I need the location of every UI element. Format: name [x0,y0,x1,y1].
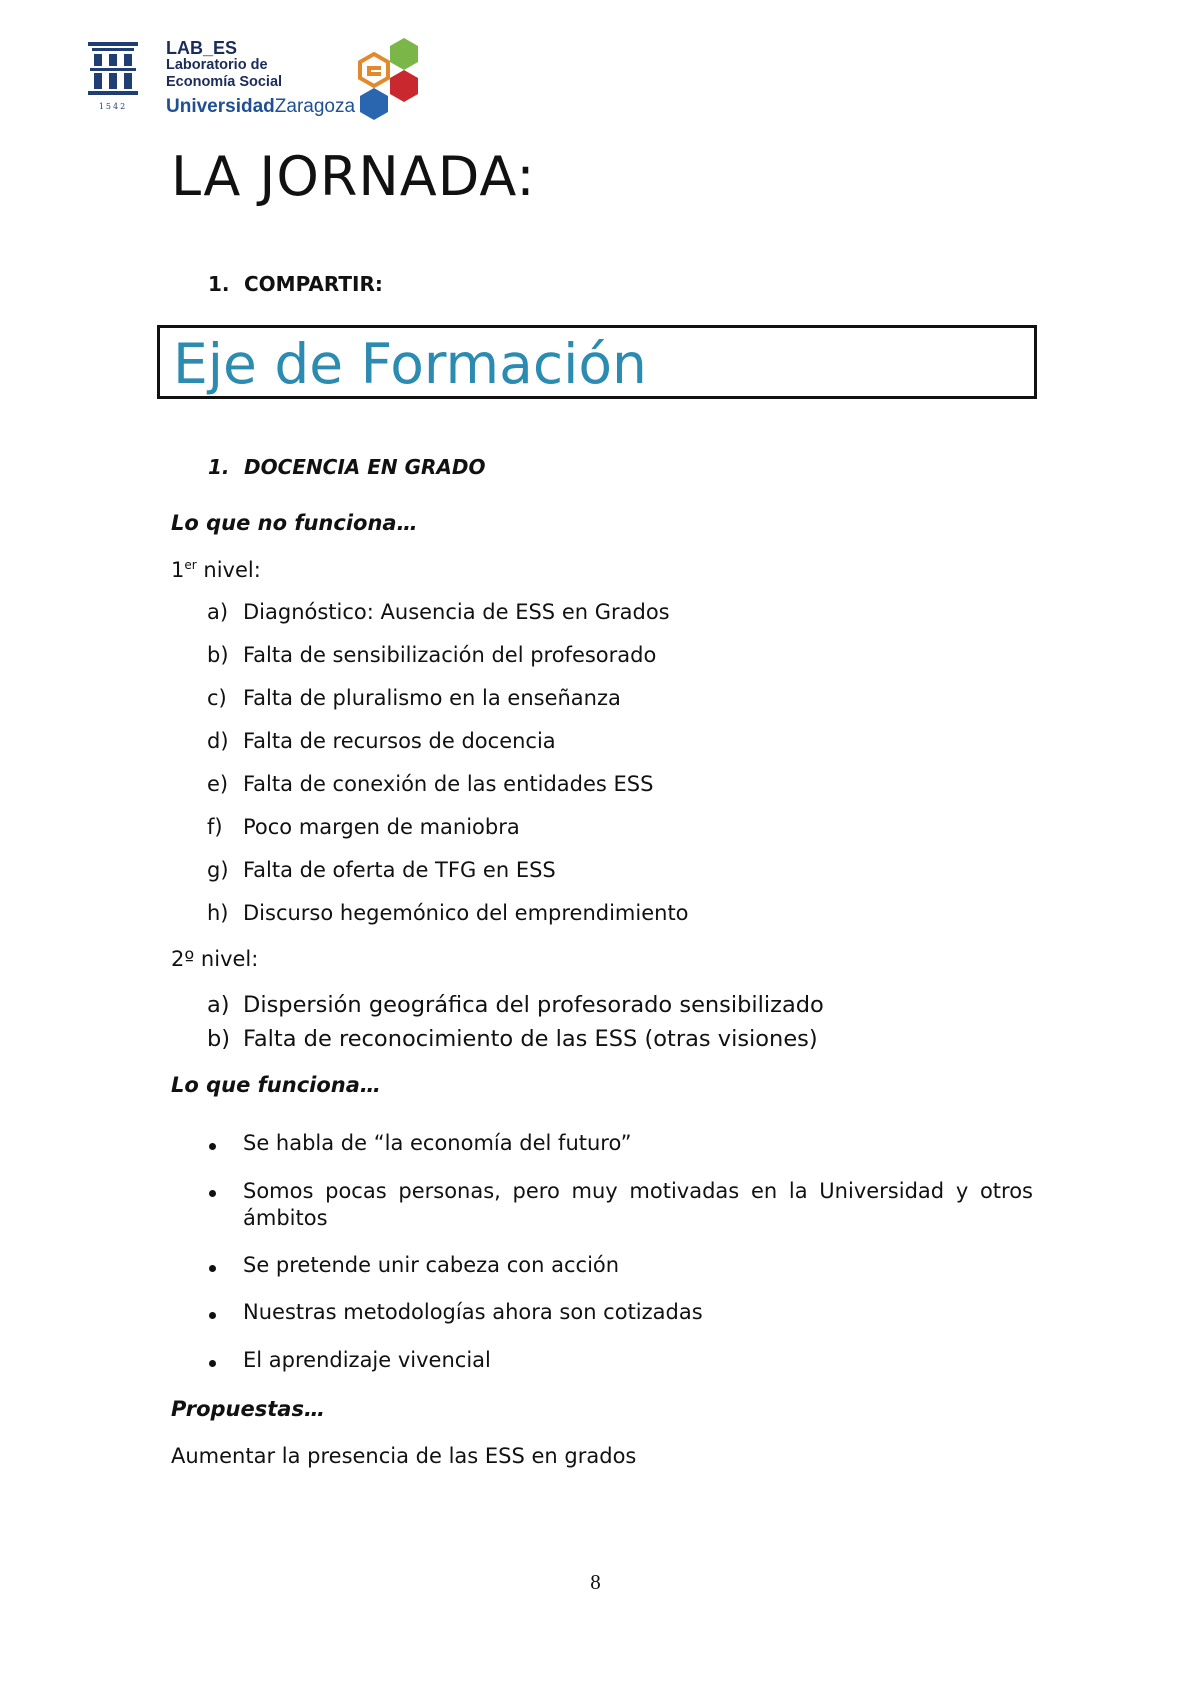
list-text: Poco margen de maniobra [243,815,520,839]
level2-label: 2º nivel: [171,947,259,971]
working-heading: Lo que funciona… [171,1073,381,1097]
bullet-icon [209,1143,216,1150]
list-marker: d) [207,729,229,753]
list-text: Falta de oferta de TFG en ESS [243,858,556,882]
bullet-text: Nuestras metodologías ahora son cotizadas [243,1300,703,1324]
list-item [207,772,653,796]
list-text: Diagnóstico: Ausencia de ESS en Grados [243,600,670,624]
list-item [207,686,621,710]
list-item [207,600,670,624]
bullet-text: Se habla de “la economía del futuro” [243,1131,632,1155]
hexagon-logo-icon [356,36,426,122]
list-item [207,992,824,1018]
header-logos [86,36,446,124]
list-text: Discurso hegemónico del emprendimiento [243,901,689,925]
list-marker: b) [207,643,229,667]
level1-sup: er [184,558,197,572]
list-marker: a) [207,992,230,1018]
university-name [166,96,355,118]
list-item [207,729,556,753]
list-text: Falta de sensibilización del profesorado [243,643,657,667]
list-item [207,901,689,925]
level1-suffix: nivel: [196,558,261,582]
bullet-text: El aprendizaje vivencial [243,1348,491,1372]
proposals-heading: Propuestas… [171,1397,325,1421]
crest-year: 1542 [98,102,128,111]
level1-prefix: 1 [171,558,185,582]
list-marker: h) [207,901,229,925]
section-number: 1. [208,272,230,296]
axis-title: Eje de Formación [173,332,647,396]
bullet-text: Somos pocas personas, pero muy motivadas en la Universidad y otros ámbitos [243,1179,1033,1230]
list-item [207,858,556,882]
subsection-number: 1. [208,455,230,479]
lab-title: LAB_ES [166,38,238,58]
bullet-icon [209,1190,216,1197]
bullet-icon [209,1360,216,1367]
section-heading [208,272,383,296]
list-marker: c) [207,686,227,710]
page-title: LA JORNADA: [171,145,536,208]
bullet-icon [209,1265,216,1272]
bullet-icon [209,1312,216,1319]
lab-subtitle-line1: Laboratorio de [166,57,268,73]
list-marker: f) [207,815,223,839]
subsection-heading [208,455,486,479]
lab-logo-text [166,40,282,91]
list-text: Dispersión geográfica del profesorado sensibilizado [243,992,824,1018]
level1-label [171,558,261,582]
list-text: Falta de conexión de las entidades ESS [243,772,654,796]
list-marker: a) [207,600,229,624]
list-text: Falta de recursos de docencia [243,729,556,753]
axis-title-box [157,325,1037,399]
list-text: Falta de reconocimiento de las ESS (otras visiones) [243,1026,818,1052]
proposals-text: Aumentar la presencia de las ESS en grados [171,1444,637,1468]
blue-hexagon [360,88,388,120]
list-marker: g) [207,858,229,882]
section-label: COMPARTIR: [244,272,383,296]
university-name-city: Zaragoza [274,96,356,117]
lab-subtitle-line2: Economía Social [166,74,283,90]
list-item [207,815,520,839]
green-hexagon [390,38,418,70]
page-number: 8 [590,1570,601,1594]
list-item [207,643,656,667]
not-working-heading: Lo que no funciona… [171,511,418,535]
bullet-text: Se pretende unir cabeza con acción [243,1253,620,1277]
list-item [207,1026,818,1052]
university-name-bold: Universidad [166,96,275,117]
subsection-label: DOCENCIA EN GRADO [244,455,486,479]
list-text: Falta de pluralismo en la enseñanza [243,686,621,710]
red-hexagon [390,70,418,102]
list-marker: e) [207,772,229,796]
list-marker: b) [207,1026,231,1052]
